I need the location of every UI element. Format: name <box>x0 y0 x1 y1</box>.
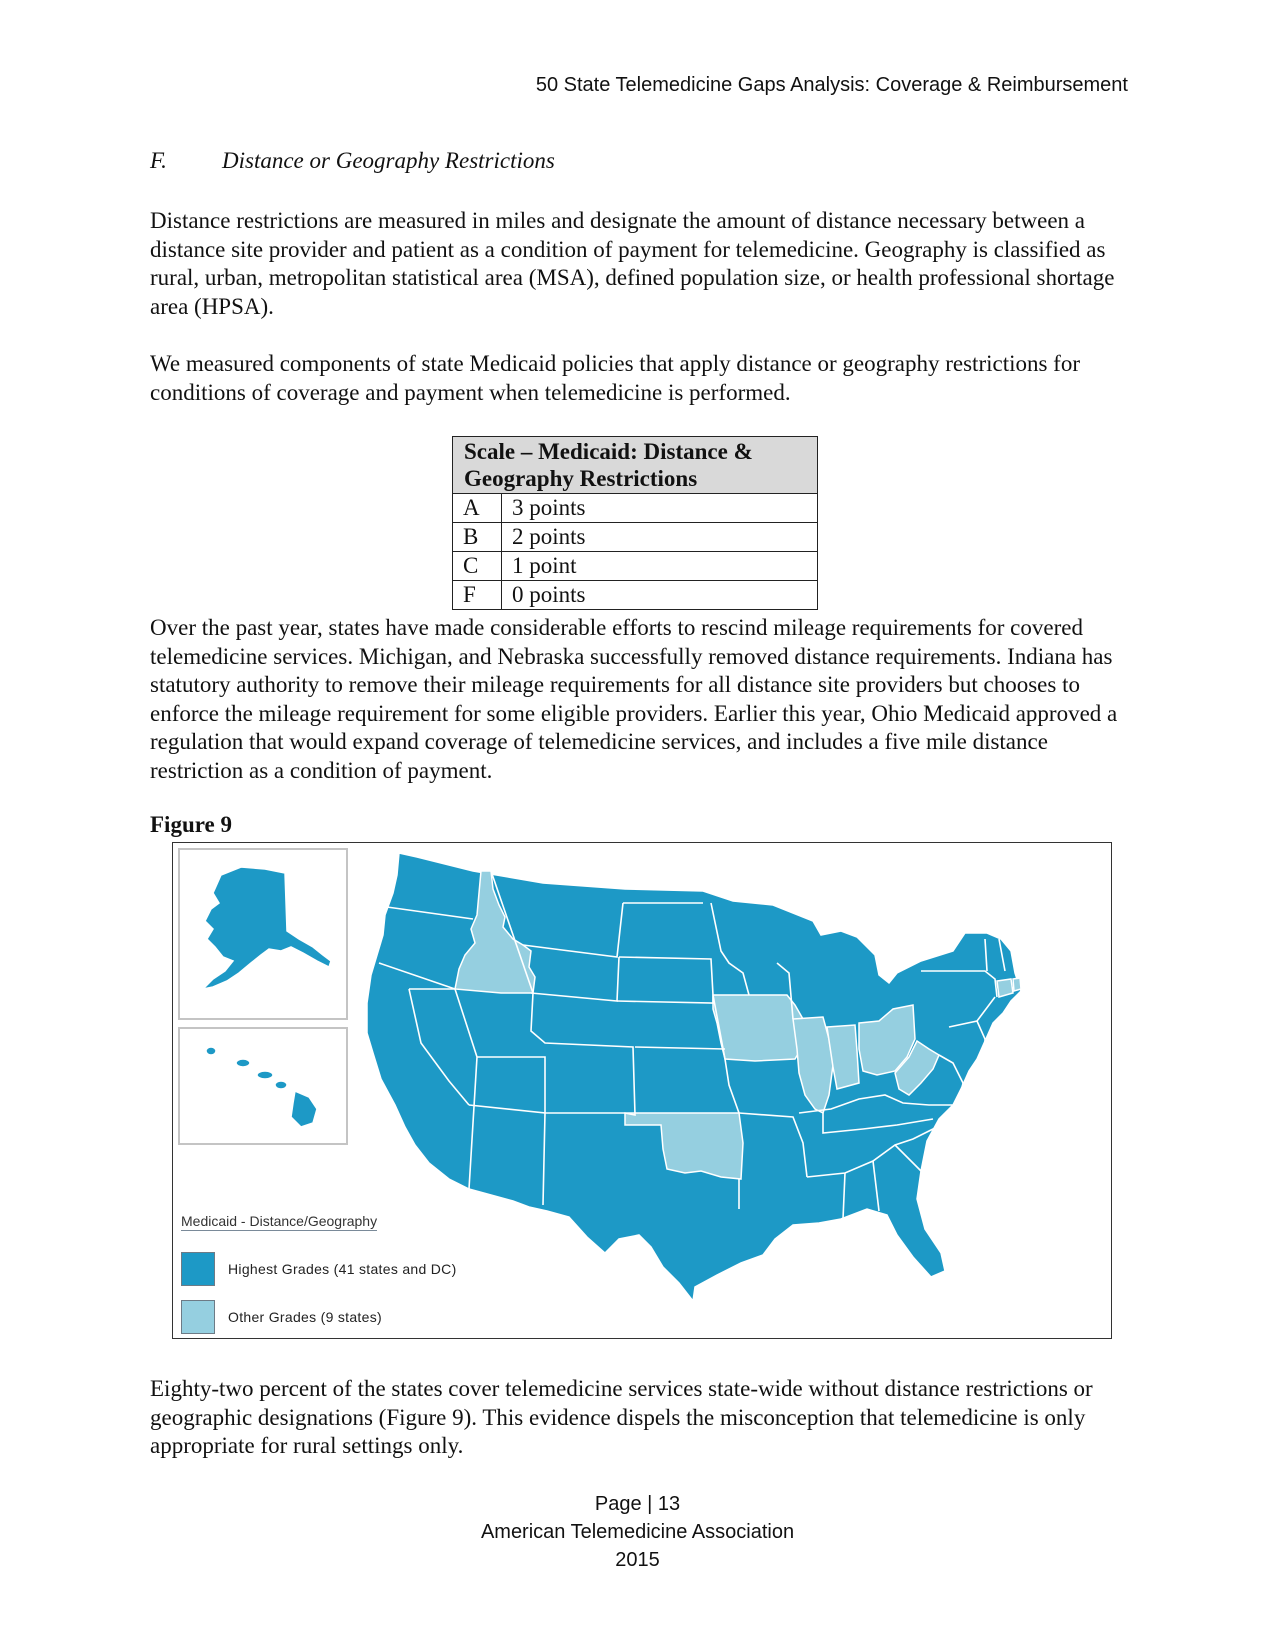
grade-cell: F <box>453 581 502 610</box>
grade-cell: B <box>453 523 502 552</box>
points-cell: 2 points <box>502 523 818 552</box>
hawaii-inset-box <box>179 1028 347 1144</box>
scale-table <box>452 436 818 610</box>
legend-title: Medicaid - Distance/Geography <box>181 1213 378 1229</box>
table-row <box>453 494 818 523</box>
section-letter: F. <box>150 148 167 173</box>
scale-table-title: Scale – Medicaid: Distance & Geography Restrictions <box>453 437 818 494</box>
legend-item-other-grades <box>181 1300 382 1334</box>
legend-swatch-other <box>181 1300 215 1334</box>
grade-cell: C <box>453 552 502 581</box>
legend-label-highest: Highest Grades (41 states and DC) <box>228 1261 457 1277</box>
legend-item-highest-grades <box>181 1252 457 1286</box>
section-heading <box>150 148 555 174</box>
paragraph-conclusion: Eighty-two percent of the states cover telemedicine services state-wide without distance restrictions or geographic designations (Figure 9). This evidence dispels the misconception that telemedicine is only appropriate for rural settings only. <box>150 1376 1093 1458</box>
grade-cell: A <box>453 494 502 523</box>
rhode-island-state <box>1013 978 1021 991</box>
paragraph-measurement: We measured components of state Medicaid policies that apply distance or geography restrictions for conditions of coverage and payment when telemedicine is performed. <box>150 351 1080 405</box>
running-header: 50 State Telemedicine Gaps Analysis: Coverage & Reimbursement <box>535 74 1128 96</box>
figure-label: Figure 9 <box>150 812 232 837</box>
points-cell: 3 points <box>502 494 818 523</box>
legend-label-other: Other Grades (9 states) <box>228 1309 382 1325</box>
connecticut-state <box>997 979 1013 997</box>
table-row <box>453 552 818 581</box>
points-cell: 1 point <box>502 552 818 581</box>
table-row <box>453 581 818 610</box>
table-row <box>453 523 818 552</box>
paragraph-definition: Distance restrictions are measured in miles and designate the amount of distance necessary between a distance site provider and patient as a condition of payment for telemedicine. Geography is classified as rural, urban, metropolitan statistical area (MSA), defined population size, or health professional shortage area (HPSA). <box>150 208 1115 319</box>
us-medicaid-map <box>172 842 1112 1339</box>
section-title: Distance or Geography Restrictions <box>222 148 555 173</box>
paragraph-mileage-efforts: Over the past year, states have made considerable efforts to rescind mileage requirements for covered telemedicine services. Michigan, and Nebraska successfully removed distance requirements. Indiana has statutory authority to remove their mileage requirements for all distance site providers but chooses to enforce the mileage requirement for some eligible providers. Earlier this year, Ohio Medicaid approved a regulation that would expand coverage of telemedicine services, and includes a five mile distance restriction as a condition of payment. <box>150 615 1118 783</box>
points-cell: 0 points <box>502 581 818 610</box>
footer-organization: American Telemedicine Association <box>480 1521 795 1543</box>
legend-swatch-highest <box>181 1252 215 1286</box>
footer-year: 2015 <box>615 1549 660 1571</box>
footer-page-number: Page | 13 <box>594 1493 681 1515</box>
